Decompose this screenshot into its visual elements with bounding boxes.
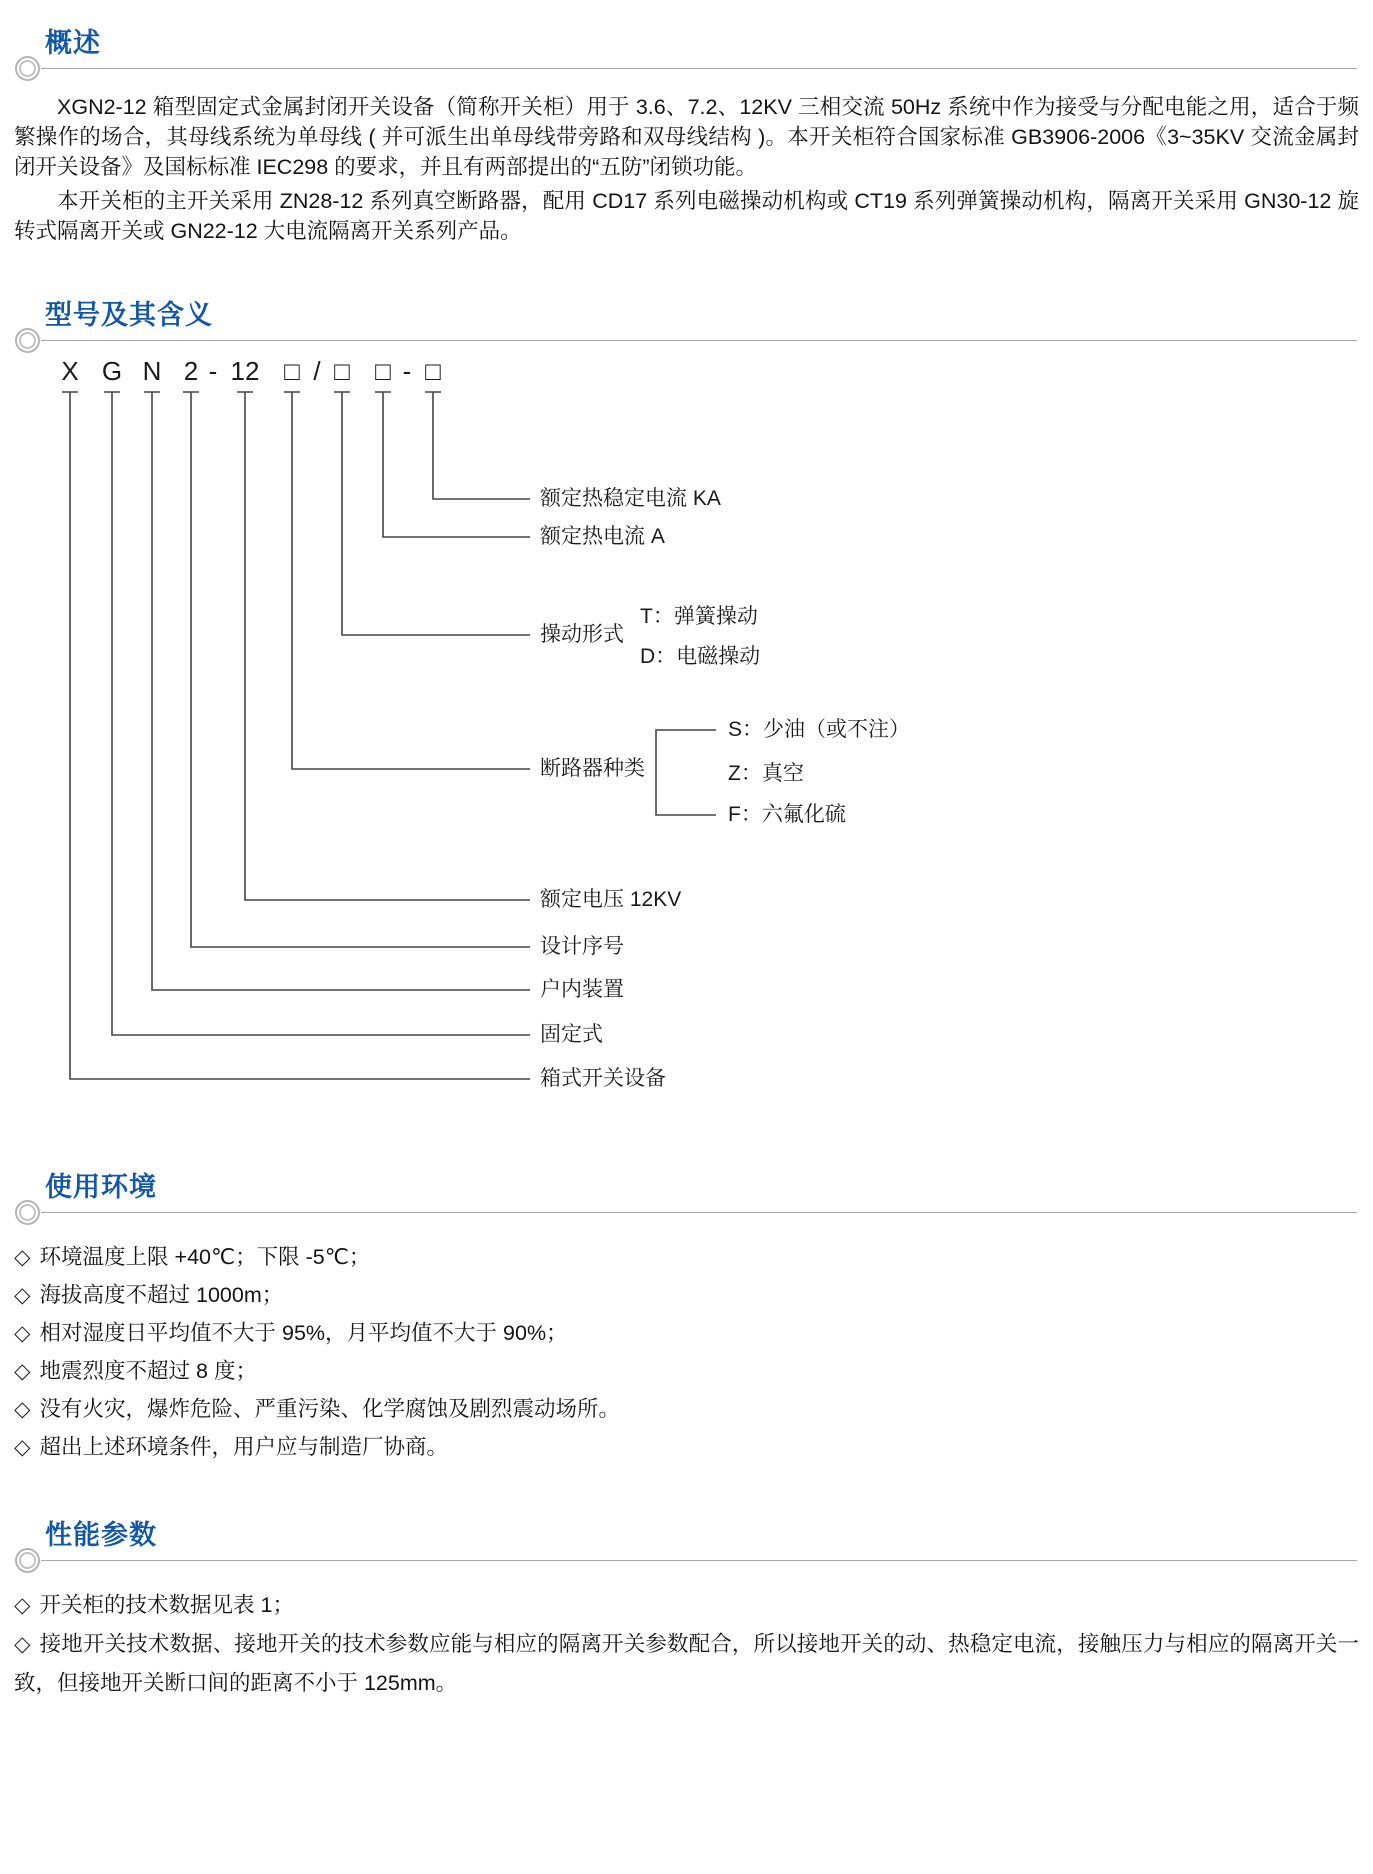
env-item-text: 地震烈度不超过 8 度； xyxy=(39,1359,257,1383)
model-code-placeholder-box: □ xyxy=(375,356,391,386)
env-item-text: 超出上述环境条件，用户应与制造厂协商。 xyxy=(39,1435,449,1459)
env-item-text: 海拔高度不超过 1000m； xyxy=(39,1283,284,1307)
section-environment-header xyxy=(0,1170,1373,1226)
model-code-char: N xyxy=(142,356,162,386)
model-code-placeholder-box: □ xyxy=(284,356,300,386)
model-code-placeholder-box: □ xyxy=(334,356,350,386)
section-ring-icon xyxy=(15,56,40,81)
section-rule xyxy=(0,1200,1373,1226)
env-item-text: 环境温度上限 +40℃；下限 -5℃； xyxy=(39,1245,371,1269)
operation-option-spring: T：弹簧操动 xyxy=(640,605,758,628)
perf-list-item xyxy=(14,1625,1359,1703)
section-ring-icon xyxy=(15,328,40,353)
section-rule xyxy=(0,328,1373,354)
model-label-rated-voltage: 额定电压 12KV xyxy=(540,888,682,911)
diamond-bullet-icon: ◇ xyxy=(14,1435,31,1459)
diamond-bullet-icon: ◇ xyxy=(14,1593,31,1617)
section-ring-icon xyxy=(15,1548,40,1573)
model-label-breaker-type: 断路器种类 xyxy=(540,757,645,780)
diamond-bullet-icon: ◇ xyxy=(14,1632,31,1656)
env-list-item xyxy=(14,1352,1359,1390)
model-code-char: X xyxy=(61,356,79,386)
model-label-fixed-type: 固定式 xyxy=(540,1023,603,1046)
env-item-text: 相对湿度日平均值不大于 95%，月平均值不大于 90%； xyxy=(39,1321,568,1345)
section-divider-line xyxy=(41,340,1357,341)
breaker-option-vacuum: Z：真空 xyxy=(728,762,804,785)
model-label-indoor-device: 户内装置 xyxy=(540,978,624,1001)
breaker-option-sf6: F：六氟化硫 xyxy=(728,803,846,826)
model-label-thermal-stability-current: 额定热稳定电流 KA xyxy=(540,487,721,510)
model-label-design-serial: 设计序号 xyxy=(540,935,624,958)
breaker-option-oil: S：少油（或不注） xyxy=(728,718,911,741)
section-ring-icon xyxy=(15,1200,40,1225)
model-label-thermal-current: 额定热电流 A xyxy=(540,525,665,548)
diamond-bullet-icon: ◇ xyxy=(14,1359,31,1383)
diamond-bullet-icon: ◇ xyxy=(14,1283,31,1307)
section-divider-line xyxy=(41,1560,1357,1561)
diamond-bullet-icon: ◇ xyxy=(14,1397,31,1421)
env-list-item xyxy=(14,1314,1359,1352)
model-code-placeholder-box: □ xyxy=(425,356,441,386)
overview-paragraph-1: XGN2-12 箱型固定式金属封闭开关设备（简称开关柜）用于 3.6、7.2、12KV 三相交流 50Hz 系统中作为接受与分配电能之用，适合于频繁操作的场合，其母线系统为单母线 ( 并可派生出单母线带旁路和双母线结构 )。本开关柜符合国家标准 GB3906-2006《3~35KV 交流金属封闭开关设备》及国标标准 IEC298 的要求，并且有两部提出的“五防”闭锁功能。 xyxy=(14,95,1359,179)
perf-item-text: 开关柜的技术数据见表 1； xyxy=(39,1593,294,1617)
section-divider-line xyxy=(41,68,1357,69)
section-performance-header xyxy=(0,1518,1373,1574)
diamond-bullet-icon: ◇ xyxy=(14,1321,31,1345)
model-label-box-switchgear: 箱式开关设备 xyxy=(540,1067,666,1090)
environment-list xyxy=(14,1238,1359,1466)
env-list-item xyxy=(14,1276,1359,1314)
env-list-item xyxy=(14,1238,1359,1276)
diamond-bullet-icon: ◇ xyxy=(14,1245,31,1269)
model-code-char: - xyxy=(402,356,412,386)
env-item-text: 没有火灾，爆炸危险、严重污染、化学腐蚀及剧烈震动场所。 xyxy=(39,1397,621,1421)
section-rule xyxy=(0,56,1373,82)
section-overview-header xyxy=(0,26,1373,82)
section-divider-line xyxy=(41,1212,1357,1213)
section-rule xyxy=(0,1548,1373,1574)
perf-item-text: 接地开关技术数据、接地开关的技术参数应能与相应的隔离开关参数配合，所以接地开关的动、热稳定电流，接触压力与相应的隔离开关一致，但接地开关断口间的距离不小于 125mm。 xyxy=(14,1632,1359,1695)
model-code-char: - xyxy=(208,356,218,386)
model-code-char: 2 xyxy=(183,356,199,386)
env-list-item xyxy=(14,1390,1359,1428)
env-list-item xyxy=(14,1428,1359,1466)
operation-option-electromagnetic: D：电磁操动 xyxy=(640,645,761,668)
model-code-char: G xyxy=(101,356,123,386)
section-title-overview: 概述 xyxy=(45,28,101,58)
model-code-char: / xyxy=(313,356,321,386)
performance-list xyxy=(14,1586,1359,1703)
section-model-header xyxy=(0,298,1373,354)
model-code-char: 12 xyxy=(230,356,260,386)
perf-list-item xyxy=(14,1586,1359,1625)
section-title-performance: 性能参数 xyxy=(45,1520,157,1550)
model-label-operation-type: 操动形式 xyxy=(540,623,624,646)
overview-paragraph-2: 本开关柜的主开关采用 ZN28-12 系列真空断路器，配用 CD17 系列电磁操动机构或 CT19 系列弹簧操动机构，隔离开关采用 GN30-12 旋转式隔离开关或 GN22-12 大电流隔离开关系列产品。 xyxy=(14,189,1359,243)
model-code-diagram xyxy=(0,354,1373,1104)
section-title-environment: 使用环境 xyxy=(45,1172,157,1202)
section-title-model: 型号及其含义 xyxy=(45,300,213,330)
